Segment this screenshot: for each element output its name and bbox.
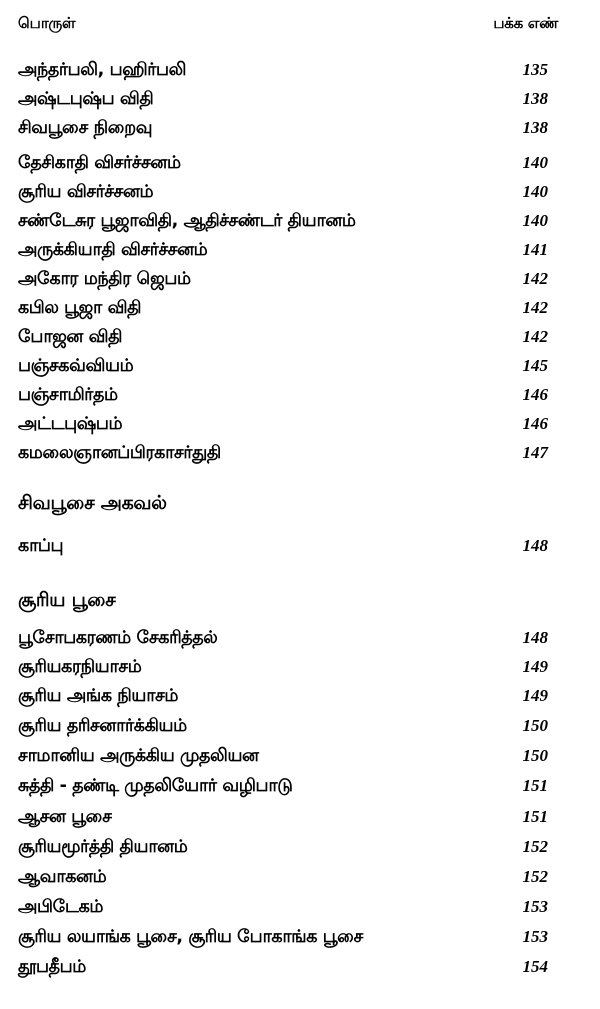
toc-entry-title: பூசோபகரணம் சேகரித்தல் xyxy=(18,628,218,648)
toc-entry-page-number: 142 xyxy=(522,269,548,288)
toc-entry xyxy=(18,536,548,562)
toc-entry-page-number: 140 xyxy=(522,153,548,172)
toc-entry-page-number: 148 xyxy=(522,536,548,555)
section-heading-suriya-poosai: சூரிய பூசை xyxy=(18,589,116,611)
toc-entry xyxy=(18,327,548,353)
toc-entry-page-number: 154 xyxy=(522,957,548,976)
toc-entry-page-number: 146 xyxy=(522,385,548,404)
column-header-page-number: பக்க எண் xyxy=(493,14,558,32)
toc-entry-page-number: 142 xyxy=(522,298,548,317)
toc-entry-page-number: 147 xyxy=(522,443,548,462)
toc-entry-title: ஆசன பூசை xyxy=(18,807,112,827)
toc-entry-page-number: 140 xyxy=(522,182,548,201)
toc-entry-title: சூரிய தரிசனார்க்கியம் xyxy=(18,716,187,736)
toc-entry-title: அருக்கியாதி விசர்ச்சனம் xyxy=(18,240,208,260)
toc-entry-title: போஜன விதி xyxy=(18,327,123,347)
toc-entry xyxy=(18,240,548,266)
toc-entry-title: பஞ்சாமிர்தம் xyxy=(18,385,118,405)
toc-entry-title: காப்பு xyxy=(18,536,64,556)
toc-entry-page-number: 152 xyxy=(522,867,548,886)
toc-entry xyxy=(18,897,548,923)
toc-entry-page-number: 149 xyxy=(522,686,548,705)
toc-entry-title: சூரிய அங்க நியாசம் xyxy=(18,686,179,706)
toc-entry xyxy=(18,385,548,411)
toc-entry-title: அஷ்டபுஷ்ப விதி xyxy=(18,89,154,109)
toc-entry xyxy=(18,716,548,742)
toc-entry-page-number: 151 xyxy=(522,807,548,826)
toc-entry-title: சூரிய லயாங்க பூசை, சூரிய போகாங்க பூசை xyxy=(18,927,363,947)
toc-entry-title: தேசிகாதி விசர்ச்சனம் xyxy=(18,153,181,173)
toc-entry-title: சூரியகரநியாசம் xyxy=(18,657,142,677)
toc-entry xyxy=(18,443,548,469)
toc-entry xyxy=(18,356,548,382)
toc-entry xyxy=(18,807,548,833)
toc-entry-page-number: 149 xyxy=(522,657,548,676)
toc-entry-title: சுத்தி - தண்டி முதலியோர் வழிபாடு xyxy=(18,776,293,796)
toc-entry-page-number: 146 xyxy=(522,414,548,433)
column-header-subject: பொருள் xyxy=(18,14,76,32)
toc-entry xyxy=(18,118,548,144)
toc-entry-title: சூரியமூர்த்தி தியானம் xyxy=(18,837,188,857)
toc-entry-title: சூரிய விசர்ச்சனம் xyxy=(18,182,154,202)
toc-entry-page-number: 152 xyxy=(522,837,548,856)
toc-entry xyxy=(18,927,548,953)
toc-entry-page-number: 153 xyxy=(522,927,548,946)
toc-entry-title: கபில பூஜா விதி xyxy=(18,298,142,318)
toc-entry xyxy=(18,298,548,324)
toc-entry-title: ஆவாகனம் xyxy=(18,867,107,887)
toc-entry-page-number: 151 xyxy=(522,776,548,795)
toc-entry xyxy=(18,837,548,863)
toc-entry-title: தூபதீபம் xyxy=(18,957,86,977)
toc-entry-page-number: 138 xyxy=(522,118,548,137)
toc-entry-page-number: 150 xyxy=(522,746,548,765)
toc-entry xyxy=(18,211,548,237)
toc-entry-page-number: 141 xyxy=(522,240,548,259)
toc-entry-title: பஞ்சகவ்வியம் xyxy=(18,356,134,376)
toc-entry xyxy=(18,60,548,86)
toc-entry-title: சிவபூசை நிறைவு xyxy=(18,118,153,138)
toc-entry xyxy=(18,776,548,802)
toc-entry xyxy=(18,686,548,712)
toc-entry-page-number: 148 xyxy=(522,628,548,647)
toc-entry-page-number: 138 xyxy=(522,89,548,108)
toc-entry-page-number: 153 xyxy=(522,897,548,916)
toc-entry xyxy=(18,89,548,115)
toc-entry xyxy=(18,657,548,683)
toc-entry-page-number: 150 xyxy=(522,716,548,735)
toc-entry-title: அந்தர்பலி, பஹிர்பலி xyxy=(18,60,187,80)
toc-entry-title: கமலைஞானப்பிரகாசர்துதி xyxy=(18,443,221,463)
toc-entry-page-number: 142 xyxy=(522,327,548,346)
toc-entry-page-number: 140 xyxy=(522,211,548,230)
toc-entry-page-number: 135 xyxy=(522,60,548,79)
toc-entry xyxy=(18,746,548,772)
toc-entry-title: அபிடேகம் xyxy=(18,897,104,917)
toc-entry-page-number: 145 xyxy=(522,356,548,375)
toc-entry-title: சண்டேசுர பூஜாவிதி, ஆதிச்சண்டர் தியானம் xyxy=(18,211,356,231)
toc-entry-title: அகோர மந்திர ஜெபம் xyxy=(18,269,191,289)
toc-entry xyxy=(18,867,548,893)
toc-entry xyxy=(18,414,548,440)
toc-entry xyxy=(18,182,548,208)
section-heading-sivapoosai-agaval: சிவபூசை அகவல் xyxy=(18,492,167,514)
toc-entry-title: அட்டபுஷ்பம் xyxy=(18,414,123,434)
toc-entry xyxy=(18,957,548,983)
toc-entry xyxy=(18,153,548,179)
toc-entry xyxy=(18,269,548,295)
toc-entry-title: சாமானிய அருக்கிய முதலியன xyxy=(18,746,259,766)
toc-entry xyxy=(18,628,548,654)
